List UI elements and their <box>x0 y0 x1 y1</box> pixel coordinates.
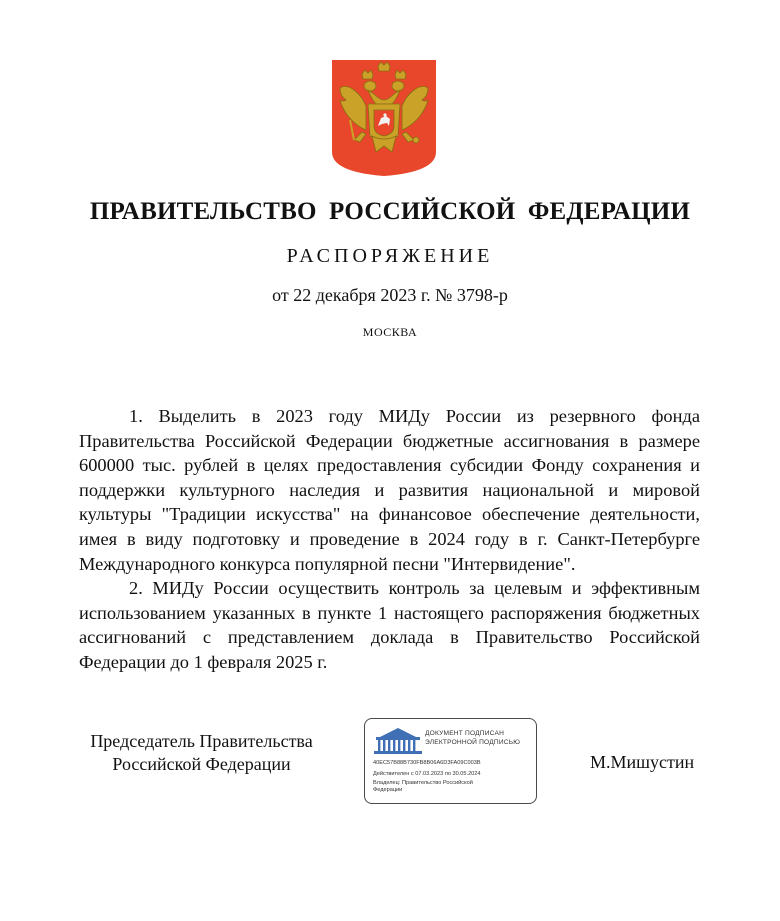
document-date-number: от 22 декабря 2023 г. № 3798-р <box>272 285 508 305</box>
signatory-position <box>79 730 324 776</box>
stamp-title-line2: ЭЛЕКТРОННОЙ ПОДПИСЬЮ <box>425 739 521 746</box>
signatory-position-line2: Российской Федерации <box>112 754 291 774</box>
stamp-certificate: 40EC57B88B730FB8B06A6D3FA09C003B <box>373 760 481 766</box>
stamp-title <box>425 729 533 747</box>
document-city: МОСКВА <box>362 325 418 339</box>
paragraph-1: 1. Выделить в 2023 году МИДу России из резервного фонда Правительства Российской Федерации бюджетные ассигнования в размере 600000 тыс. рублей в целях предоставления субсидии Фонду сохранения и поддержки культурного наследия и развития национальной и мировой культуры "Традиции искусства" на финансовое обеспечение деятельности, имея в виду подготовку и проведение в 2024 году в г. Санкт-Петербурге Международного конкурса популярной песни "Интервидение". <box>79 406 700 574</box>
government-building-icon <box>373 727 423 755</box>
stamp-validity: Действителен с 07.03.2023 по 30.05.2024 <box>373 771 481 777</box>
signatory-position-line1: Председатель Правительства <box>90 731 313 751</box>
electronic-signature-stamp <box>364 718 537 804</box>
government-title: ПРАВИТЕЛЬСТВО РОССИЙСКОЙ ФЕДЕРАЦИИ <box>89 198 691 225</box>
signatory-name: М.Мишустин <box>590 752 695 772</box>
paragraph-2: 2. МИДу России осуществить контроль за целевым и эффективным использованием указанных в пункте 1 настоящего распоряжения бюджетных ассигнований с представлением доклада в Правительство Российской Федерации до 1 февраля 2025 г. <box>79 578 700 672</box>
stamp-owner: Владелец: Правительство Российской Федерации <box>373 780 473 793</box>
russian-coat-of-arms-icon <box>332 60 436 176</box>
stamp-title-line1: ДОКУМЕНТ ПОДПИСАН <box>425 730 505 737</box>
document-body <box>79 404 700 675</box>
document-type: РАСПОРЯЖЕНИЕ <box>286 245 494 267</box>
